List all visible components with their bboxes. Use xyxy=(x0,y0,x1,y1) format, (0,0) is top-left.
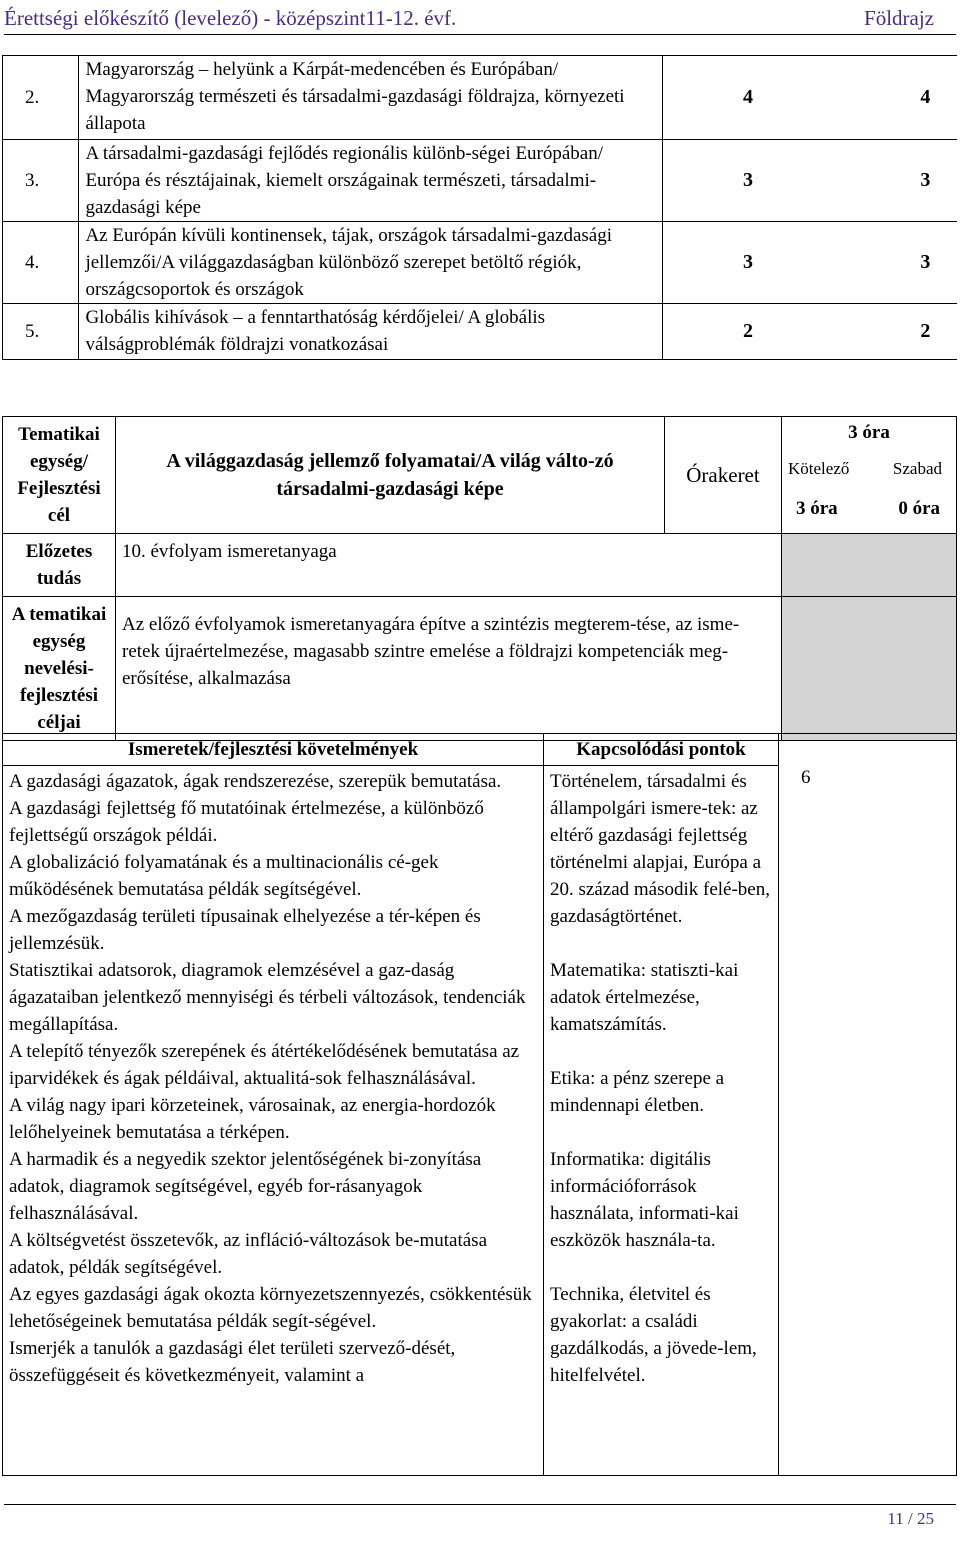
page-footer xyxy=(4,1504,956,1528)
topic-hours: 4 xyxy=(716,56,779,140)
link-item: Történelem, társadalmi és állampolgári ismere-tek: az eltérő gazdasági fejlettség történelmi alapjai, Európa a 20. század második felé-ben, gazdaságtörténet. xyxy=(550,771,770,927)
topic-hours: 2 xyxy=(716,304,779,360)
topic-number: 5. xyxy=(3,304,79,360)
topic-hours: 3 xyxy=(894,222,957,304)
table-row xyxy=(3,222,958,304)
unit-table xyxy=(2,416,957,741)
topic-number: 2. xyxy=(3,56,79,140)
link-item: Etika: a pénz szerepe a mindennapi életben. xyxy=(550,1068,725,1116)
requirements-table xyxy=(2,733,957,1476)
grey-cell xyxy=(782,597,957,741)
header-subject: Földrajz xyxy=(864,6,934,30)
list-item: Statisztikai adatsorok, diagramok elemzésével a gaz-daság ágazataiban jelentkező mennyiségi és térbeli változások, tendenciák megállapítása. xyxy=(9,960,526,1035)
topics-table xyxy=(2,55,957,360)
grey-cell xyxy=(782,534,957,597)
table-row xyxy=(3,534,957,597)
unit-title: A világgazdaság jellemző folyamatai/A világ válto-zó társadalmi-gazdasági képe xyxy=(116,417,665,534)
link-item: Informatika: digitális információforrások használata, informati-kai eszközök használa-ta. xyxy=(550,1149,739,1251)
table-row xyxy=(3,140,958,222)
table-row xyxy=(3,734,957,766)
goals-label: A tematikai egység nevelési-fejlesztési céljai xyxy=(3,597,116,741)
topic-hours: 4 xyxy=(894,56,957,140)
unit-goals: Az előző évfolyamok ismeretanyagára építve a szintézis megterem-tése, az isme-retek újraértelmezése, magasabb szintre emelése a földrajzi kompetenciák meg-erősítése, alkalmazása xyxy=(116,597,782,741)
list-item: A gazdasági ágazatok, ágak rendszerezése, szerepük bemutatása. xyxy=(9,771,502,792)
table-row xyxy=(3,597,957,741)
kotelezo-label: Kötelező xyxy=(788,459,850,478)
list-item: Ismerjék a tanulók a gazdasági élet területi szervező-dését, összefüggéseit és következményeit, valamint a xyxy=(9,1338,456,1386)
requirements-header: Ismeretek/fejlesztési követelmények xyxy=(3,734,544,766)
list-item: A globalizáció folyamatának és a multinacionális cé-gek működésének bemutatása példák segítségével. xyxy=(9,852,439,900)
list-item: Az egyes gazdasági ágak okozta környezetszennyezés, csökkentésük lehetőségeinek bemutatása példák segít-ségével. xyxy=(9,1284,532,1332)
requirements-hours: 6 xyxy=(779,734,957,1476)
links-list xyxy=(544,766,779,1476)
topic-text: Az Európán kívüli kontinensek, tájak, országok társadalmi-gazdasági jellemzői/A világgazdaságban különböző szerepet betöltő régiók, országcsoportok és országok xyxy=(79,222,663,304)
header-title: Érettségi előkészítő (levelező) - középszint11-12. évf. xyxy=(4,6,457,30)
hours-box xyxy=(782,417,957,534)
list-item: A harmadik és a negyedik szektor jelentőségének bi-zonyítása adatok, diagramok segítségével, egyéb for-rásanyagok felhasználásával. xyxy=(9,1149,482,1224)
orakeret-label: Órakeret xyxy=(665,417,782,534)
kotelezo-value: 3 óra xyxy=(796,498,838,519)
topic-text: A társadalmi-gazdasági fejlődés regionális különb-ségei Európában/ Európa és résztájainak, kiemelt országainak természeti, társadalmi-gazdasági képe xyxy=(79,140,663,222)
topic-text: Globális kihívások – a fenntarthatóság kérdőjelei/ A globális válságproblémák földrajzi vonatkozásai xyxy=(79,304,663,360)
topic-number: 3. xyxy=(3,140,79,222)
topic-hours: 3 xyxy=(716,140,779,222)
szabad-label: Szabad xyxy=(892,459,942,478)
topic-hours: 3 xyxy=(716,222,779,304)
list-item: A mezőgazdaság területi típusainak elhelyezése a tér-képen és jellemzésük. xyxy=(9,906,481,954)
table-row xyxy=(3,417,957,534)
prior-label: Előzetes tudás xyxy=(3,534,116,597)
table-row xyxy=(3,304,958,360)
topic-number: 4. xyxy=(3,222,79,304)
table-row xyxy=(3,56,958,140)
page-header xyxy=(4,4,956,35)
list-item: A gazdasági fejlettség fő mutatóinak értelmezése, a különböző fejlettségű országok példái. xyxy=(9,798,484,846)
szabad-value: 0 óra xyxy=(898,498,940,519)
list-item: A telepítő tényezők szerepének és átértékelődésének bemutatása az iparvidékek és ágak példáival, aktualitá-sok felhasználásával. xyxy=(9,1041,520,1089)
list-item: A világ nagy ipari körzeteinek, városainak, az energia-hordozók lelőhelyeinek bemutatása a térképen. xyxy=(9,1095,496,1143)
topic-hours: 3 xyxy=(894,140,957,222)
topic-hours: 2 xyxy=(894,304,957,360)
topic-text: Magyarország – helyünk a Kárpát-medencében és Európában/ Magyarország természeti és társadalmi-gazdasági földrajza, környezeti állapota xyxy=(79,56,663,140)
link-item: Matematika: statiszti-kai adatok értelmezése, kamatszámítás. xyxy=(550,960,739,1035)
link-item: Technika, életvitel és gyakorlat: a családi gazdálkodás, a jövede-lem, hitelfelvétel. xyxy=(550,1284,757,1386)
list-item: A költségvetést összetevők, az infláció-változások be-mutatása adatok, példák segítségével. xyxy=(9,1230,488,1278)
links-header: Kapcsolódási pontok xyxy=(544,734,779,766)
prior-knowledge: 10. évfolyam ismeretanyaga xyxy=(116,534,782,597)
unit-label: Tematikai egység/ Fejlesztési cél xyxy=(3,417,116,534)
requirements-list xyxy=(3,766,544,1476)
page-number: 11 / 25 xyxy=(887,1509,934,1528)
total-hours: 3 óra xyxy=(848,422,890,443)
